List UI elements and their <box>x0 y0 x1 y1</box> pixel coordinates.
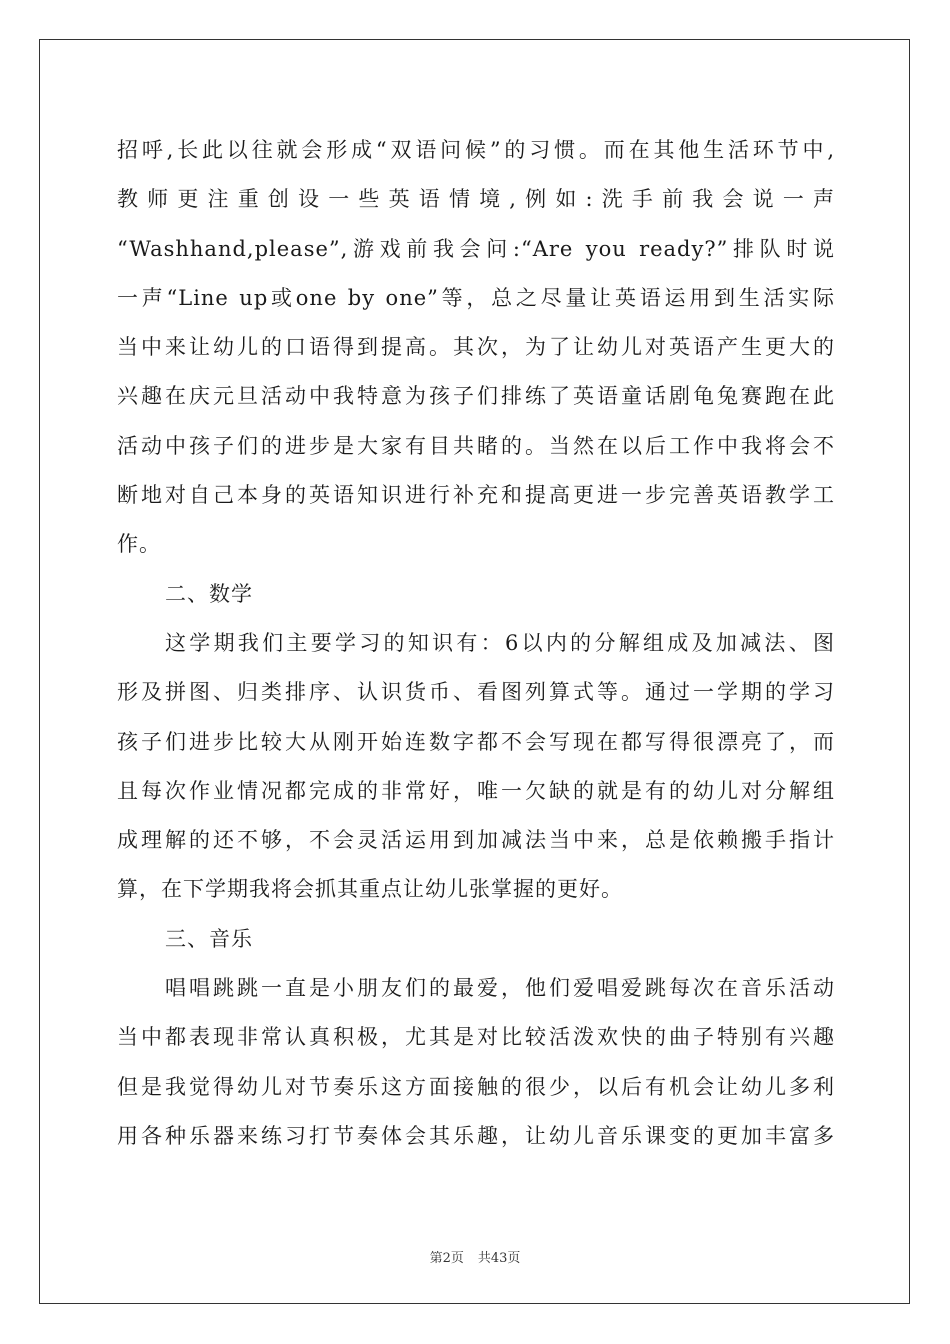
text-line: 活动中孩子们的进步是大家有目共睹的。当然在以后工作中我将会不 <box>117 433 835 458</box>
page-number: 第2页 <box>429 1251 464 1266</box>
text-line: 但是我觉得幼儿对节奏乐这方面接触的很少，以后有机会让幼儿多利 <box>117 1074 835 1099</box>
text-line: 成理解的还不够，不会灵活运用到加减法当中来，总是依赖搬手指计 <box>117 828 835 853</box>
text-line: 孩子们进步比较大从刚开始连数字都不会写现在都写得很漂亮了，而 <box>117 729 835 754</box>
page-footer <box>0 1247 950 1266</box>
text-line: 当中来让幼儿的口语得到提高。其次，为了让幼儿对英语产生更大的 <box>117 335 835 360</box>
text-line: 这学期我们主要学习的知识有：6以内的分解组成及加减法、图 <box>165 630 835 655</box>
text-line: 断地对自己本身的英语知识进行补充和提高更进一步完善英语教学工 <box>117 483 835 508</box>
text-line: 一声“Line up或one by one”等，总之尽量让英语运用到生活实际 <box>117 285 835 310</box>
text-line: 唱唱跳跳一直是小朋友们的最爱，他们爱唱爱跳每次在音乐活动 <box>165 976 835 1001</box>
text-line: 教师更注重创设一些英语情境,例如:洗手前我会说一声 <box>117 187 835 212</box>
text-line: 形及拼图、归类排序、认识货币、看图列算式等。通过一学期的学习 <box>117 680 835 705</box>
page-total: 共43页 <box>477 1251 521 1266</box>
text-line: 二、数学 <box>165 581 253 606</box>
text-line: 三、音乐 <box>165 926 253 951</box>
text-line: 当中都表现非常认真积极，尤其是对比较活泼欢快的曲子特别有兴趣 <box>117 1025 835 1050</box>
text-line: 且每次作业情况都完成的非常好，唯一欠缺的就是有的幼儿对分解组 <box>117 778 835 803</box>
text-line: 算，在下学期我将会抓其重点让幼儿张掌握的更好。 <box>117 877 623 902</box>
document-body <box>117 126 835 1161</box>
text-line: 招呼,长此以往就会形成“双语问候”的习惯。而在其他生活环节中, <box>117 138 835 162</box>
text-line: 作。 <box>117 532 161 557</box>
text-line: “Washhand,please”,游戏前我会问:“Are you ready?”排队时说 <box>117 236 835 261</box>
text-line: 兴趣在庆元旦活动中我特意为孩子们排练了英语童话剧龟兔赛跑在此 <box>117 384 835 409</box>
text-line: 用各种乐器来练习打节奏体会其乐趣，让幼儿音乐课变的更加丰富多 <box>117 1123 835 1148</box>
